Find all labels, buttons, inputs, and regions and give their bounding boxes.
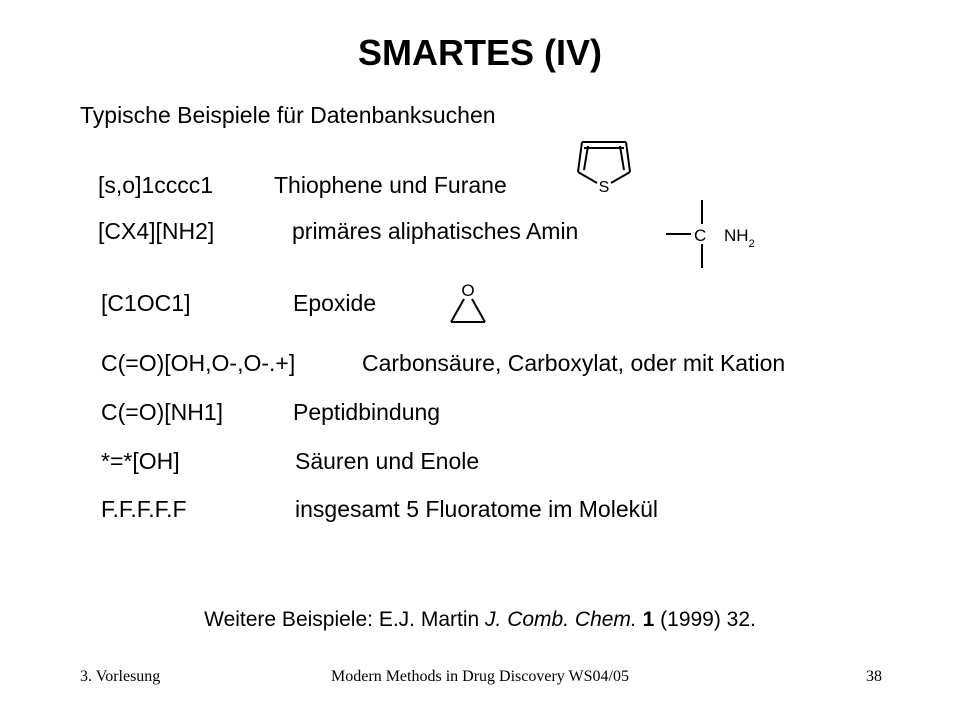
- pattern-description: primäres aliphatisches Amin: [292, 218, 579, 244]
- smarts-pattern: [CX4][NH2]: [98, 218, 215, 244]
- reference-prefix: Weitere Beispiele:: [204, 608, 373, 631]
- reference-journal: J. Comb. Chem.: [485, 608, 637, 631]
- literature-reference: [0, 608, 960, 632]
- pattern-description: insgesamt 5 Fluoratome im Molekül: [295, 496, 659, 522]
- pattern-description: Säuren und Enole: [295, 448, 480, 474]
- carbon-atom-label: C: [694, 226, 707, 245]
- footer-lecture: 3. Vorlesung: [80, 668, 161, 685]
- pattern-description: Peptidbindung: [293, 399, 441, 425]
- epoxide-structure: [444, 278, 494, 330]
- smarts-pattern: C(=O)[OH,O-,O-.+]: [101, 350, 296, 376]
- amine-group-label: $NH_2$: [724, 226, 755, 250]
- reference-year-page: (1999) 32.: [660, 608, 756, 631]
- pattern-description: Carbonsäure, Carboxylat, oder mit Kation: [362, 350, 786, 376]
- smarts-pattern: C(=O)[NH1]: [101, 399, 224, 425]
- slide-subtitle: Typische Beispiele für Datenbanksuchen: [80, 102, 496, 128]
- slide-title: SMARTES (IV): [357, 32, 602, 73]
- page-number: 38: [866, 668, 882, 685]
- amine-structure: [660, 196, 780, 276]
- smarts-pattern: [C1OC1]: [101, 290, 191, 316]
- reference-volume: 1: [642, 608, 655, 631]
- oxygen-atom-label: O: [461, 281, 475, 300]
- sulfur-atom-label: S: [598, 179, 610, 196]
- smarts-pattern: *=*[OH]: [101, 448, 180, 474]
- pattern-description: Thiophene und Furane: [274, 172, 507, 198]
- thiophene-structure: [568, 128, 640, 200]
- footer-course: Modern Methods in Drug Discovery WS04/05: [331, 668, 629, 685]
- smarts-pattern: [s,o]1cccc1: [98, 172, 214, 198]
- pattern-description: Epoxide: [293, 290, 377, 316]
- smarts-pattern: F.F.F.F.F: [101, 496, 187, 522]
- reference-authors: E.J. Martin: [378, 608, 480, 631]
